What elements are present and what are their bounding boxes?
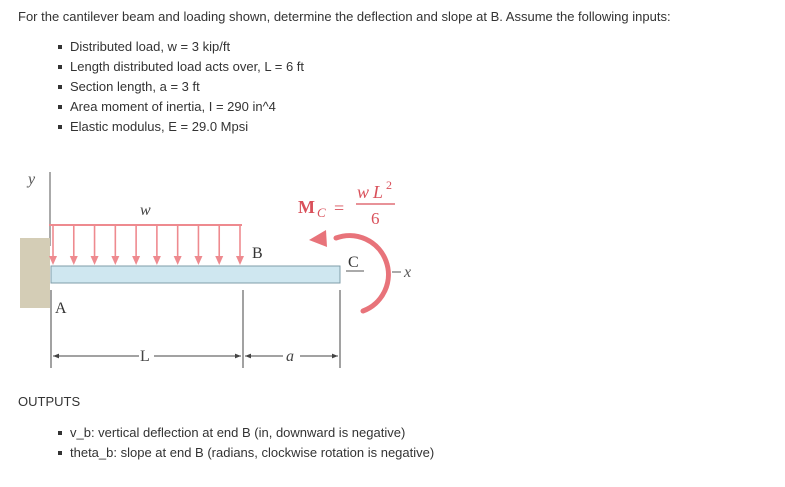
input-load-length: Length distributed load acts over, L = 6 ft [56, 57, 304, 77]
load-arrowhead [194, 256, 202, 265]
load-arrowhead [174, 256, 182, 265]
load-arrowhead [91, 256, 99, 265]
load-arrowhead [49, 256, 57, 265]
y-axis-label: y [28, 171, 36, 188]
input-section-length: Section length, a = 3 ft [56, 77, 304, 97]
moment-subscript: C [317, 205, 326, 220]
outputs-heading: OUTPUTS [18, 394, 81, 409]
point-b-label: B [252, 245, 263, 262]
moment-numerator-l: L [373, 182, 384, 202]
distributed-load [49, 225, 244, 265]
load-label: w [140, 202, 151, 219]
dimension-l-label: L [140, 348, 150, 365]
load-arrowhead [132, 256, 140, 265]
moment-exponent: 2 [386, 178, 392, 192]
load-arrowhead [153, 256, 161, 265]
input-elastic-modulus: Elastic modulus, E = 29.0 Mpsi [56, 117, 304, 137]
moment-formula [298, 178, 395, 228]
x-axis-label: x [404, 264, 412, 281]
cantilever-beam [51, 266, 340, 283]
input-distributed-load: Distributed load, w = 3 kip/ft [56, 37, 304, 57]
output-slope: theta_b: slope at end B (radians, clockwise rotation is negative) [56, 443, 434, 463]
load-arrowhead [236, 256, 244, 265]
problem-statement: For the cantilever beam and loading shown, determine the deflection and slope at B. Assume the following inputs: [18, 9, 671, 24]
load-arrowhead [70, 256, 78, 265]
fixed-support-wall [20, 238, 50, 308]
moment-denominator: 6 [371, 209, 380, 228]
point-c-label: C [348, 254, 359, 271]
moment-equals: = [334, 198, 345, 218]
dimension-a-label: a [286, 348, 294, 365]
dimension-lines [51, 290, 340, 368]
moment-numerator-w: w [357, 182, 370, 202]
point-a-label: A [55, 300, 67, 317]
outputs-list [56, 423, 434, 463]
output-deflection: v_b: vertical deflection at end B (in, downward is negative) [56, 423, 434, 443]
load-arrowhead [215, 256, 223, 265]
moment-symbol: M [298, 197, 315, 217]
input-moment-of-inertia: Area moment of inertia, I = 290 in^4 [56, 97, 304, 117]
load-arrowhead [111, 256, 119, 265]
